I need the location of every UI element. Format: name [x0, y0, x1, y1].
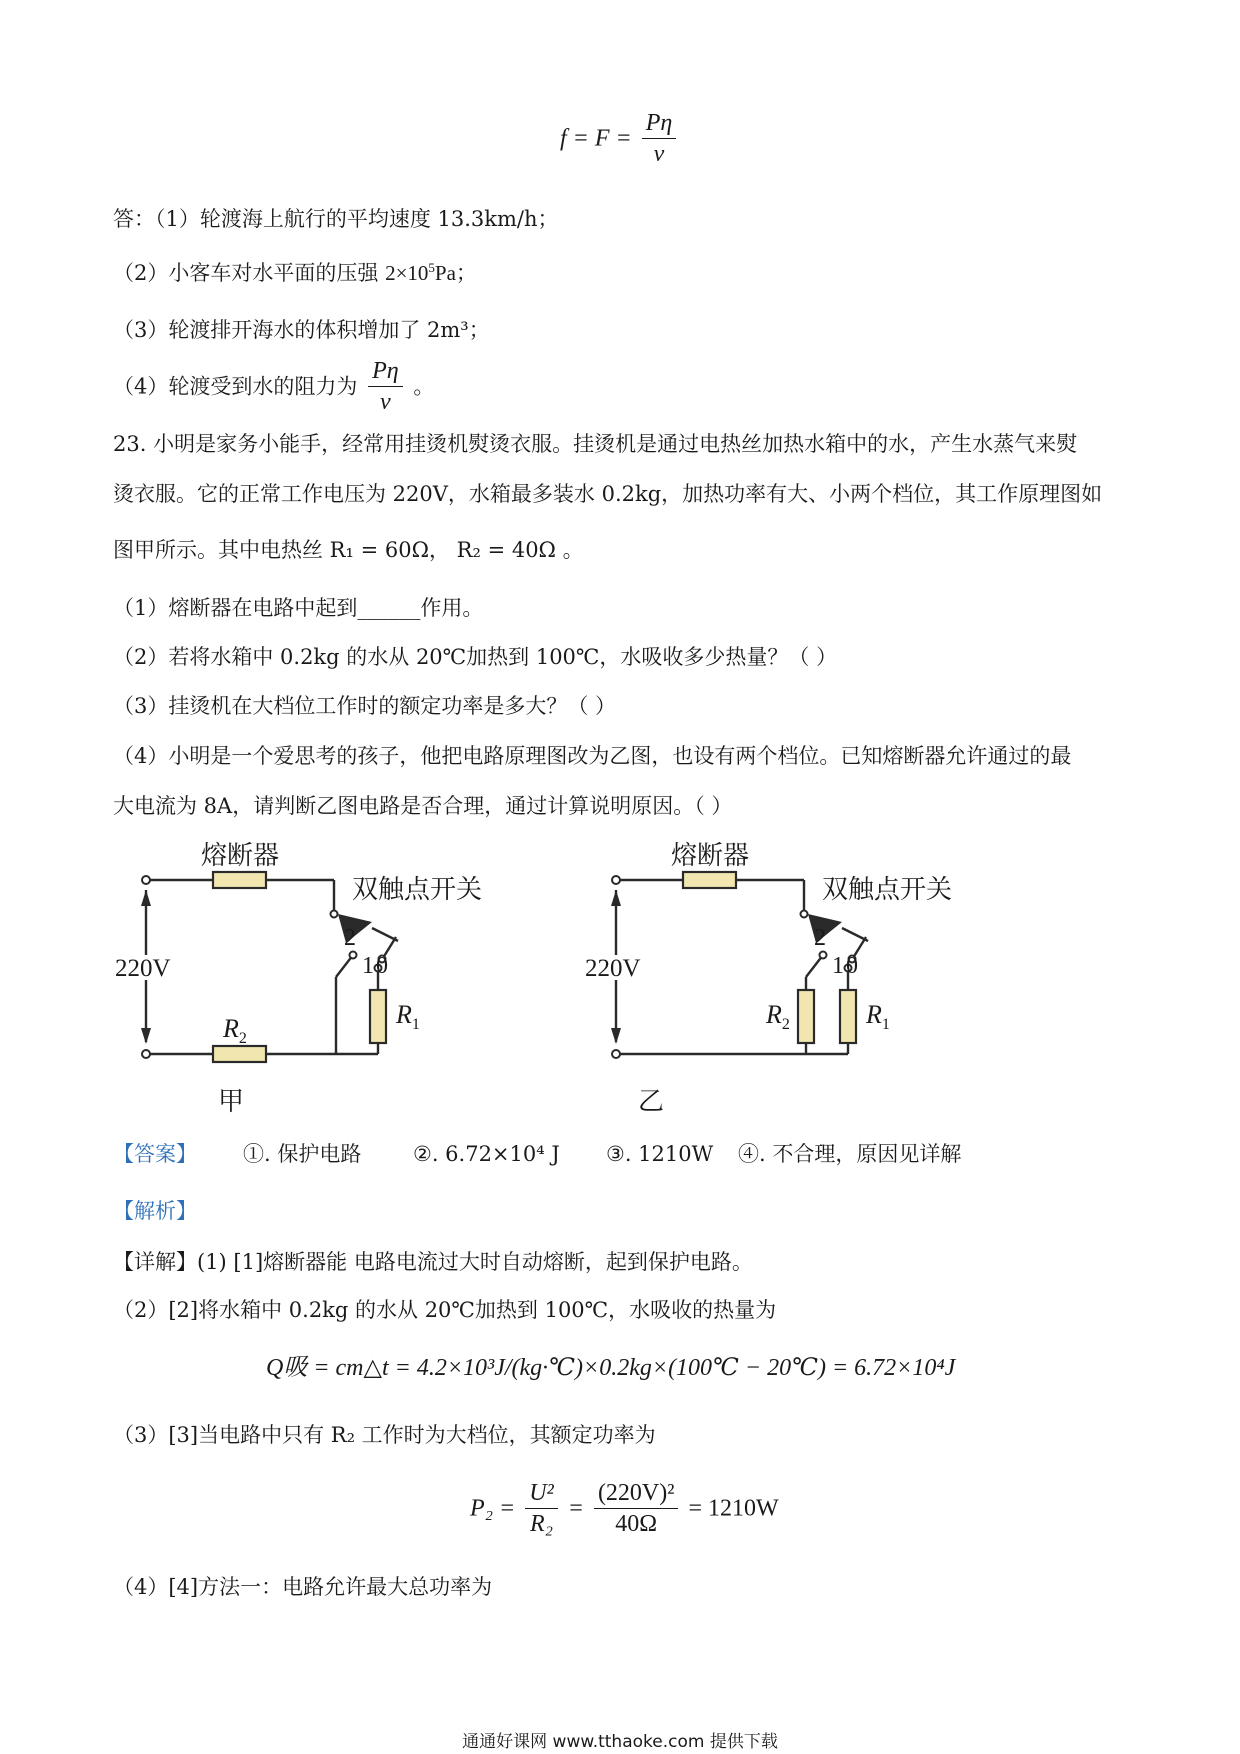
arrow-up-icon [141, 890, 151, 906]
question-23-line2: 烫衣服。它的正常工作电压为 220V，水箱最多装水 0.2kg，加热功率有大、小两个档位，其工作原理图如 [113, 482, 1103, 506]
arrow-down-icon [611, 1028, 621, 1044]
question-23-q4b: 大电流为 8A，请判断乙图电路是否合理，通过计算说明原因。（ ） [113, 794, 733, 818]
formula-power-num-1: U² [525, 1478, 558, 1509]
formula-power-den-2: 40Ω [615, 1511, 658, 1537]
page-footer: 通通好课网 www.tthaoke.com 提供下载 [462, 1732, 778, 1752]
answer-22-line2-value: $2\times 10^5Pa$； [385, 260, 477, 285]
answer-22-line4 [113, 356, 434, 417]
answer-22-line3: （3）轮渡排开海水的体积增加了 2m³； [113, 318, 490, 342]
question-23-q2: （2）若将水箱中 0.2kg 的水从 20℃加热到 100℃，水吸收多少热量？（ ） [113, 645, 838, 669]
resistor-r2-icon [213, 1046, 266, 1062]
fuse-label: 熔断器 [201, 841, 280, 871]
answer-22-line2-prefix: （2）小客车对水平面的压强 [113, 261, 379, 285]
answer-22-line4-numerator: Pη [368, 356, 403, 387]
contact-2-label: 2 [344, 925, 356, 951]
formula-top-denominator: v [653, 141, 665, 167]
answer-22-line2 [113, 259, 477, 287]
question-23-q1: （1）熔断器在电路中起到______作用。 [113, 596, 484, 620]
formula-top [560, 108, 680, 169]
answer-22-line4-suffix: 。 [413, 374, 435, 399]
terminal-top-icon [612, 876, 620, 884]
r2-label: $R_2$ [223, 1014, 247, 1047]
analysis-detail-1: 【详解】(1) [1]熔断器能 电路电流过大时自动熔断，起到保护电路。 [113, 1250, 753, 1274]
switch-label: 双触点开关 [352, 875, 483, 905]
fuse-icon [213, 872, 266, 888]
contact-1-label: 1 [362, 953, 374, 979]
circuit-diagram-a [110, 830, 530, 1120]
formula-power-rhs: = 1210W [688, 1495, 779, 1522]
question-23-q3: （3）挂烫机在大档位工作时的额定功率是多大？（ ） [113, 694, 617, 718]
r1-label: $R_1$ [866, 1000, 890, 1033]
answer-1: ①. 保护电路 [243, 1142, 362, 1166]
formula-top-fraction [642, 108, 677, 169]
r2-label: $R_2$ [766, 1000, 790, 1033]
answer-22-line1: 答：（1）轮渡海上航行的平均速度 13.3km/h； [113, 207, 559, 231]
formula-power [470, 1478, 779, 1539]
switch-label: 双触点开关 [822, 875, 953, 905]
arrow-up-icon [611, 890, 621, 906]
voltage-label: 220V [115, 955, 171, 982]
voltage-label: 220V [585, 955, 641, 982]
resistor-r1-icon [370, 990, 386, 1043]
question-23-line1: 23. 小明是家务小能手，经常用挂烫机熨烫衣服。挂烫机是通过电热丝加热水箱中的水，产生水蒸气来熨 [113, 432, 1078, 456]
caption-b: 乙 [638, 1087, 665, 1117]
arrow-down-icon [141, 1028, 151, 1044]
analysis-detail-2: （2）[2]将水箱中 0.2kg 的水从 20℃加热到 100℃，水吸收的热量为 [113, 1298, 777, 1322]
contact-2-icon [820, 952, 827, 959]
answer-tag: 【答案】 [113, 1142, 197, 1166]
resistor-r1-icon [840, 990, 856, 1043]
switch-pivot-icon [331, 911, 338, 918]
analysis-detail-3: （3）[3]当电路中只有 R₂ 工作时为大档位，其额定功率为 [113, 1423, 656, 1447]
formula-heat: Q吸 = cm△t = 4.2×10³J/(kg·℃)×0.2kg×(100℃ − 20℃) = 6.72×10⁴J [266, 1355, 956, 1381]
answer-row [113, 1140, 1113, 1168]
contact-1-label: 1 [832, 953, 844, 979]
answer-3: ③. 1210W [606, 1142, 714, 1166]
formula-power-fraction-1 [525, 1478, 558, 1539]
fuse-icon [683, 872, 736, 888]
contact-2-label: 2 [814, 925, 826, 951]
formula-power-den-1: R₂ [529, 1511, 553, 1537]
formula-power-eq: = [567, 1495, 584, 1522]
caption-a: 甲 [218, 1087, 245, 1117]
r1-label: $R_1$ [396, 1000, 420, 1033]
circuit-diagram-b [580, 830, 1000, 1120]
formula-top-lhs: f = F = [560, 125, 632, 152]
answer-4: ④. 不合理，原因见详解 [738, 1142, 962, 1166]
switch-pivot-icon [801, 911, 808, 918]
analysis-detail-4: （4）[4]方法一：电路允许最大总功率为 [113, 1575, 493, 1599]
question-23-line3: 图甲所示。其中电热丝 R₁ = 60Ω， R₂ = 40Ω 。 [113, 538, 584, 562]
contact-0-label: 0 [846, 953, 858, 979]
formula-top-numerator: Pη [642, 108, 677, 139]
formula-power-num-2: (220V)² [594, 1478, 679, 1509]
terminal-bottom-icon [612, 1050, 620, 1058]
answer-2: ②. 6.72×10⁴ J [413, 1142, 560, 1166]
answer-22-line4-fraction [368, 356, 403, 417]
answer-22-line4-prefix: （4）轮渡受到水的阻力为 [113, 374, 358, 399]
formula-power-lhs: P₂ = [470, 1495, 516, 1522]
terminal-top-icon [142, 876, 150, 884]
answer-22-line4-denominator: v [380, 389, 391, 415]
formula-power-fraction-2 [594, 1478, 679, 1539]
fuse-label: 熔断器 [671, 841, 750, 871]
resistor-r2-icon [798, 990, 814, 1043]
contact-0-label: 0 [376, 953, 388, 979]
analysis-tag: 【解析】 [113, 1199, 197, 1223]
contact-2-icon [350, 952, 357, 959]
question-23-q4a: （4）小明是一个爱思考的孩子，他把电路原理图改为乙图，也设有两个档位。已知熔断器允许通过的最 [113, 744, 1072, 768]
terminal-bottom-icon [142, 1050, 150, 1058]
